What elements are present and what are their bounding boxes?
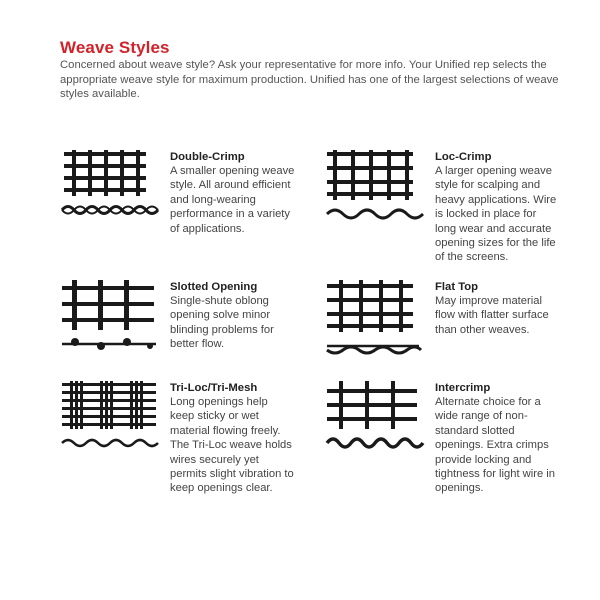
weave-item-loc-crimp [325, 150, 595, 270]
loc-crimp-weave-icon [325, 150, 425, 225]
weave-name: Flat Top [435, 281, 479, 293]
weave-name: Intercrimp [435, 382, 491, 394]
weave-description: A larger opening weave style for scalping and heavy applications. Wire is locked in place for long wear and accurate opening sizes for the life of the screens. [435, 165, 557, 264]
intro-paragraph: Concerned about weave style? Ask your representative for more info. Your Unified rep selects the appropriate weave style for maximum production. Unified has one of the largest selections of weave styles available. [60, 59, 559, 100]
weave-item-double-crimp [60, 150, 330, 270]
weave-item-tri-loc [60, 381, 330, 501]
weave-description: A smaller opening weave style. All around efficient and long-wearing performance in a variety of applications. [170, 165, 295, 235]
flat-top-weave-icon [325, 280, 425, 355]
weave-description: May improve material flow with flatter surface than other weaves. [435, 295, 549, 336]
weave-description: Long openings help keep sticky or wet material flowing freely. The Tri-Loc weave holds wires securely yet permits slight vibration to keep openings clear. [170, 396, 294, 495]
weave-description: Single-shute oblong opening solve minor blinding problems for better flow. [170, 295, 274, 351]
weave-description: Alternate choice for a wide range of non-standard slotted openings. Extra crimps provide locking and tightness for light wire in openings. [435, 396, 556, 495]
weave-name: Slotted Opening [170, 281, 258, 293]
weave-name: Tri-Loc/Tri-Mesh [170, 382, 258, 394]
weave-name: Loc-Crimp [435, 151, 492, 163]
double-crimp-weave-icon [60, 150, 160, 225]
weave-name: Double-Crimp [170, 151, 245, 163]
weave-item-intercrimp [325, 381, 595, 501]
tri-loc-weave-icon [60, 381, 160, 456]
slotted-opening-weave-icon [60, 280, 160, 355]
page-title: Weave Styles [60, 38, 170, 57]
intercrimp-weave-icon [325, 381, 425, 456]
